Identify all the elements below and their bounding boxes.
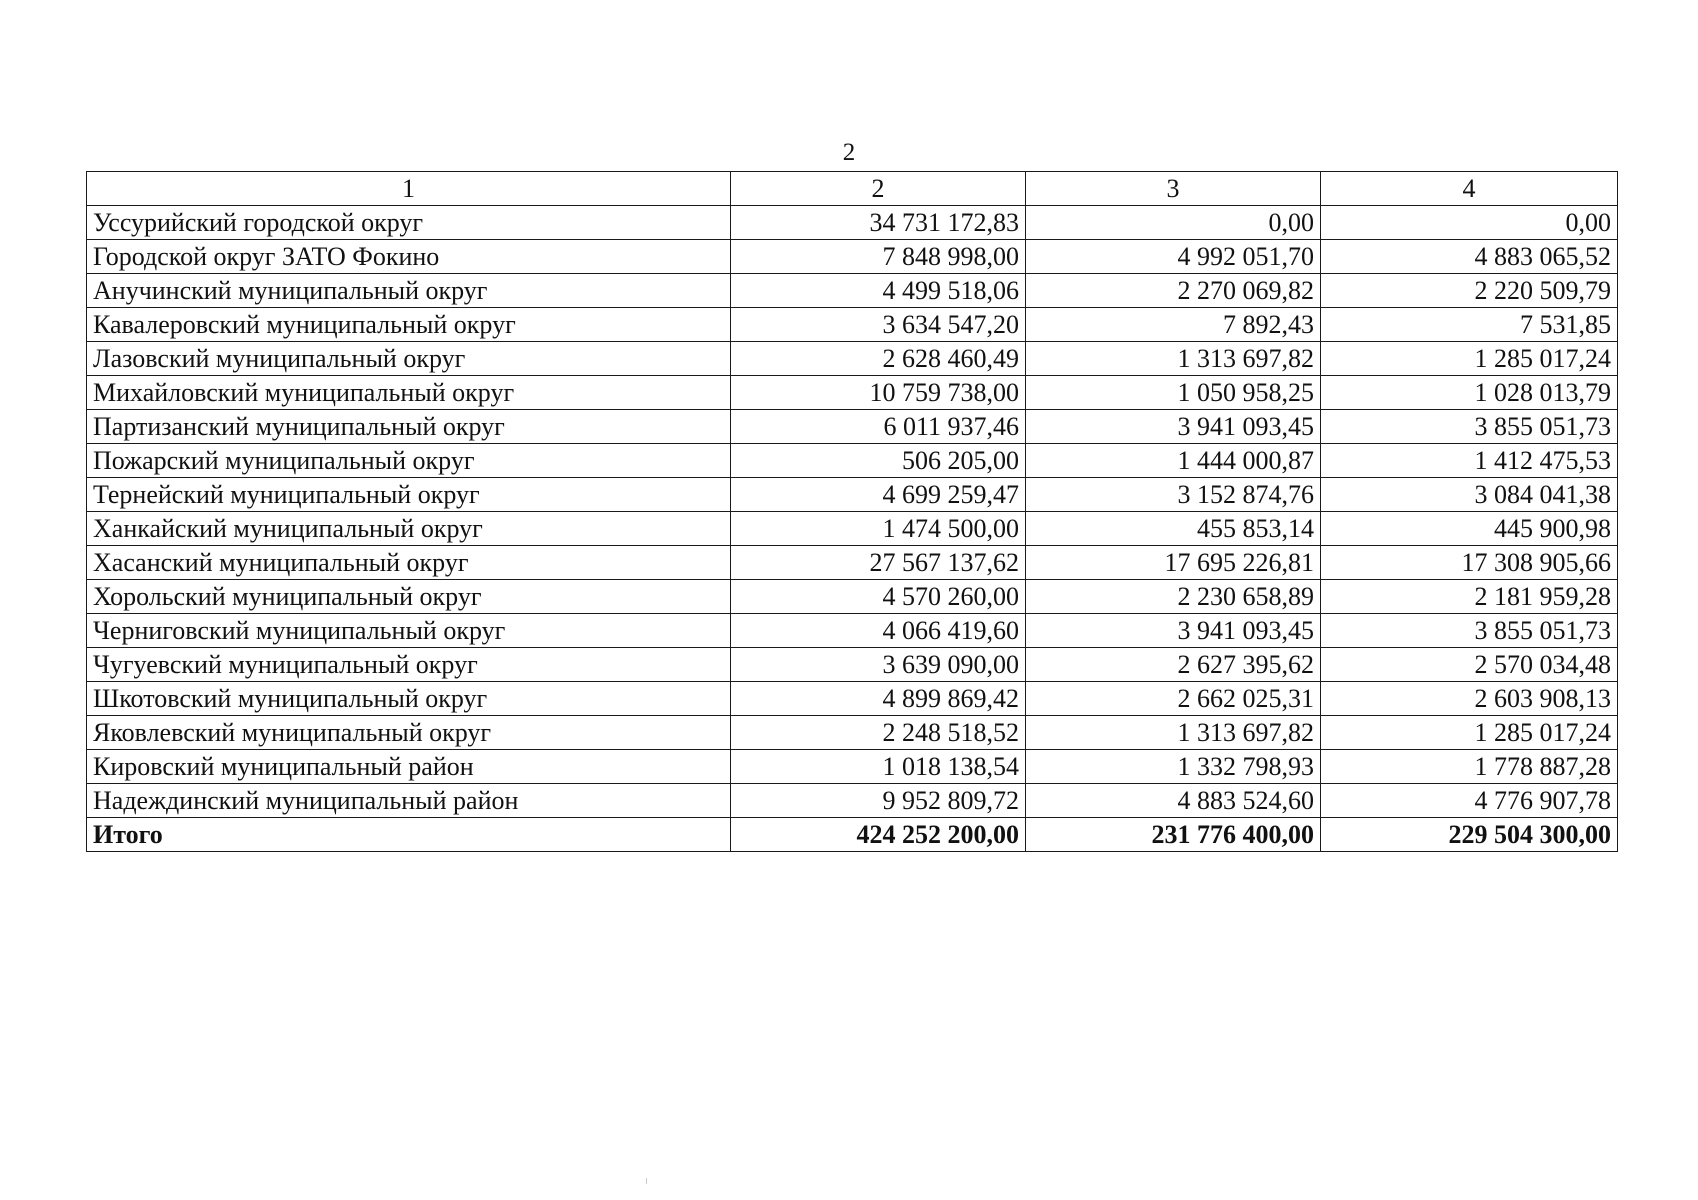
value-cell-col4: 1 778 887,28 (1321, 750, 1618, 784)
value-cell-col2: 4 899 869,42 (731, 682, 1026, 716)
municipality-name-cell: Кировский муниципальный район (87, 750, 731, 784)
value-cell-col4: 2 220 509,79 (1321, 274, 1618, 308)
value-cell-col2: 34 731 172,83 (731, 206, 1026, 240)
value-cell-col3: 4 992 051,70 (1026, 240, 1321, 274)
total-value-col2: 424 252 200,00 (731, 818, 1026, 852)
value-cell-col3: 2 230 658,89 (1026, 580, 1321, 614)
value-cell-col4: 0,00 (1321, 206, 1618, 240)
table-row (87, 206, 1618, 240)
municipality-name-cell: Кавалеровский муниципальный округ (87, 308, 731, 342)
municipality-name-cell: Партизанский муниципальный округ (87, 410, 731, 444)
total-row (87, 818, 1618, 852)
table-row (87, 478, 1618, 512)
value-cell-col2: 4 066 419,60 (731, 614, 1026, 648)
table-row (87, 240, 1618, 274)
value-cell-col3: 2 270 069,82 (1026, 274, 1321, 308)
municipality-name-cell: Чугуевский муниципальный округ (87, 648, 731, 682)
table-row (87, 274, 1618, 308)
table-row (87, 580, 1618, 614)
page-number: 2 (842, 139, 856, 166)
total-value-col4: 229 504 300,00 (1321, 818, 1618, 852)
value-cell-col2: 6 011 937,46 (731, 410, 1026, 444)
value-cell-col3: 3 152 874,76 (1026, 478, 1321, 512)
value-cell-col4: 4 883 065,52 (1321, 240, 1618, 274)
table-row (87, 444, 1618, 478)
value-cell-col2: 3 634 547,20 (731, 308, 1026, 342)
value-cell-col4: 3 855 051,73 (1321, 410, 1618, 444)
municipality-name-cell: Черниговский муниципальный округ (87, 614, 731, 648)
municipality-name-cell: Михайловский муниципальный округ (87, 376, 731, 410)
table-row (87, 546, 1618, 580)
value-cell-col2: 3 639 090,00 (731, 648, 1026, 682)
value-cell-col4: 1 028 013,79 (1321, 376, 1618, 410)
value-cell-col2: 506 205,00 (731, 444, 1026, 478)
value-cell-col2: 4 699 259,47 (731, 478, 1026, 512)
value-cell-col3: 2 627 395,62 (1026, 648, 1321, 682)
municipality-name-cell: Ханкайский муниципальный округ (87, 512, 731, 546)
budget-table (86, 171, 1618, 852)
value-cell-col4: 2 570 034,48 (1321, 648, 1618, 682)
municipality-name-cell: Хасанский муниципальный округ (87, 546, 731, 580)
value-cell-col4: 2 181 959,28 (1321, 580, 1618, 614)
municipality-name-cell: Городской округ ЗАТО Фокино (87, 240, 731, 274)
table-row (87, 512, 1618, 546)
value-cell-col2: 7 848 998,00 (731, 240, 1026, 274)
total-value-col3: 231 776 400,00 (1026, 818, 1321, 852)
table-row (87, 308, 1618, 342)
value-cell-col3: 17 695 226,81 (1026, 546, 1321, 580)
municipality-name-cell: Анучинский муниципальный округ (87, 274, 731, 308)
value-cell-col4: 3 084 041,38 (1321, 478, 1618, 512)
value-cell-col2: 1 474 500,00 (731, 512, 1026, 546)
column-header-1: 1 (87, 172, 731, 206)
value-cell-col3: 7 892,43 (1026, 308, 1321, 342)
municipality-name-cell: Лазовский муниципальный округ (87, 342, 731, 376)
table-header-row (87, 172, 1618, 206)
column-header-3: 3 (1026, 172, 1321, 206)
value-cell-col3: 1 444 000,87 (1026, 444, 1321, 478)
table-row (87, 342, 1618, 376)
value-cell-col4: 4 776 907,78 (1321, 784, 1618, 818)
municipality-name-cell: Пожарский муниципальный округ (87, 444, 731, 478)
value-cell-col3: 1 313 697,82 (1026, 342, 1321, 376)
total-label-cell: Итого (87, 818, 731, 852)
value-cell-col3: 455 853,14 (1026, 512, 1321, 546)
municipality-name-cell: Хорольский муниципальный округ (87, 580, 731, 614)
value-cell-col4: 2 603 908,13 (1321, 682, 1618, 716)
value-cell-col3: 3 941 093,45 (1026, 614, 1321, 648)
value-cell-col4: 17 308 905,66 (1321, 546, 1618, 580)
table-row (87, 682, 1618, 716)
value-cell-col4: 1 285 017,24 (1321, 716, 1618, 750)
municipality-name-cell: Шкотовский муниципальный округ (87, 682, 731, 716)
value-cell-col4: 3 855 051,73 (1321, 614, 1618, 648)
table-row (87, 648, 1618, 682)
value-cell-col3: 1 332 798,93 (1026, 750, 1321, 784)
table-row (87, 716, 1618, 750)
table-body (87, 206, 1618, 852)
value-cell-col2: 2 628 460,49 (731, 342, 1026, 376)
value-cell-col3: 3 941 093,45 (1026, 410, 1321, 444)
table-row (87, 376, 1618, 410)
table-row (87, 614, 1618, 648)
value-cell-col4: 445 900,98 (1321, 512, 1618, 546)
table-row (87, 784, 1618, 818)
municipality-name-cell: Тернейский муниципальный округ (87, 478, 731, 512)
value-cell-col3: 1 050 958,25 (1026, 376, 1321, 410)
value-cell-col2: 4 499 518,06 (731, 274, 1026, 308)
value-cell-col3: 0,00 (1026, 206, 1321, 240)
municipality-name-cell: Яковлевский муниципальный округ (87, 716, 731, 750)
scan-artifact (646, 1178, 647, 1184)
value-cell-col2: 9 952 809,72 (731, 784, 1026, 818)
value-cell-col3: 4 883 524,60 (1026, 784, 1321, 818)
value-cell-col2: 4 570 260,00 (731, 580, 1026, 614)
value-cell-col4: 1 412 475,53 (1321, 444, 1618, 478)
value-cell-col2: 1 018 138,54 (731, 750, 1026, 784)
value-cell-col2: 27 567 137,62 (731, 546, 1026, 580)
column-header-4: 4 (1321, 172, 1618, 206)
municipality-name-cell: Уссурийский городской округ (87, 206, 731, 240)
municipality-name-cell: Надеждинский муниципальный район (87, 784, 731, 818)
value-cell-col2: 2 248 518,52 (731, 716, 1026, 750)
value-cell-col3: 2 662 025,31 (1026, 682, 1321, 716)
value-cell-col4: 1 285 017,24 (1321, 342, 1618, 376)
value-cell-col2: 10 759 738,00 (731, 376, 1026, 410)
table-row (87, 410, 1618, 444)
value-cell-col4: 7 531,85 (1321, 308, 1618, 342)
value-cell-col3: 1 313 697,82 (1026, 716, 1321, 750)
table-row (87, 750, 1618, 784)
column-header-2: 2 (731, 172, 1026, 206)
